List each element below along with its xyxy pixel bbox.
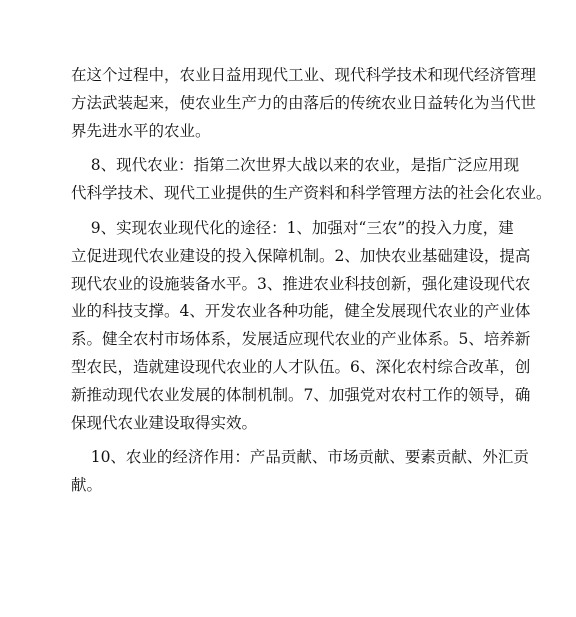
paragraph-gap [71,437,511,444]
text-line: 新推动现代农业发展的体制机制。7、加强党对农村工作的领导，确 [71,385,531,404]
text-line: 献。 [71,476,103,495]
paragraph-gap [71,208,511,215]
text-line: 立促进现代农业建设的投入保障机制。2、加快农业基础建设，提高 [71,246,531,265]
text-line: 业的科技支撑。4、开发农业各种功能，健全发展现代农业的产业体 [71,302,531,321]
text-line: 在这个过程中，农业日益用现代工业、现代科学技术和现代经济管理 [71,66,537,84]
paragraph-modern-agriculture [71,152,552,208]
text-line: 保现代农业建设取得实效。 [71,413,258,432]
paragraph-economic-role [71,444,529,500]
text-line: 8、现代农业：指第二次世界大战以来的农业，是指广泛应用现 [71,156,520,175]
text-line: 型农民，造就建设现代农业的人才队伍。6、深化农村综合改革，创 [71,357,531,376]
paragraph-modernization-paths [71,215,531,437]
text-line: 界先进水平的农业。 [71,121,211,140]
paragraph-gap [71,145,511,152]
text-line: 9、实现农业现代化的途径：1、加强对“三农”的投入力度，建 [71,218,514,237]
text-line: 系。健全农村市场体系，发展适应现代农业的产业体系。5、培养新 [71,330,531,349]
text-line: 现代农业的设施装备水平。3、推进农业科技创新，强化建设现代农 [71,274,531,293]
text-line: 10、农业的经济作用：产品贡献、市场贡献、要素贡献、外汇贡 [71,448,529,467]
paragraph-process [71,62,537,145]
text-line: 方法武装起来，使农业生产力的由落后的传统农业日益转化为当代世 [71,93,537,112]
text-line: 代科学技术、现代工业提供的生产资料和科学管理方法的社会化农业。 [71,184,552,203]
document-body [71,62,552,500]
